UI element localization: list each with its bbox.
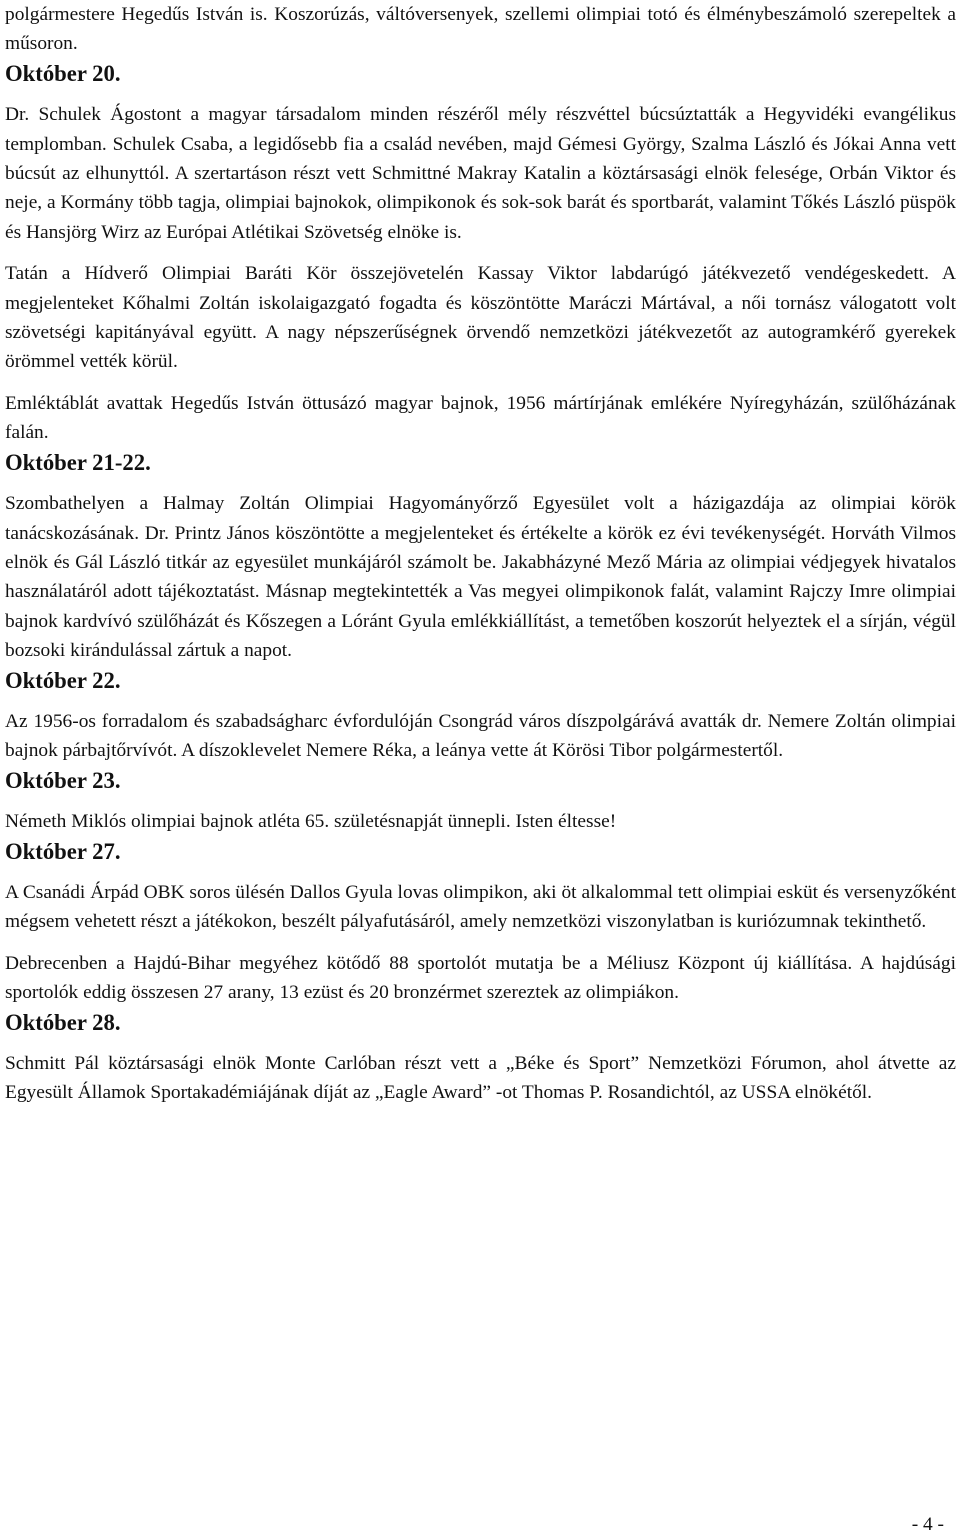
paragraph-csongrad-honorary-citizen: Az 1956-os forradalom és szabadságharc évfordulóján Csongrád város díszpolgárává avatták dr. Nemere Zoltán olimpiai bajnok párbajtőrvívót. A díszoklevelet Nemere Réka, a leánya vette át Körösi Tibor polgármestertől. xyxy=(5,710,956,762)
date-heading-oct-28: Október 28. xyxy=(5,1009,121,1035)
document-page xyxy=(5,0,956,1108)
paragraph-csanadi-obk: A Csanádi Árpád OBK soros ülésén Dallos Gyula lovas olimpikon, aki öt alkalommal tett olimpiai esküt és versenyzőként mégsem vehetett részt a játékokon, beszélt pályafutásáról, amely nemzetközi viszonylatban is kuriózumnak tekinthető. xyxy=(5,881,956,933)
date-heading-oct-23: Október 23. xyxy=(5,767,121,793)
date-heading-oct-21-22: Október 21-22. xyxy=(5,449,151,475)
paragraph-birthday: Németh Miklós olimpiai bajnok atléta 65. születésnapját ünnepli. Isten éltesse! xyxy=(5,811,617,833)
paragraph-schulek-funeral: Dr. Schulek Ágostont a magyar társadalom minden részéről mély részvéttel búcsúztatták a Hegyvidéki evangélikus templomban. Schulek Csaba, a legidősebb fia a család nevében, majd Gémesi György, Szalma László és Jókai Anna vett búcsút az elhunyttól. A szertartáson részt vett Schmittné Makray Katalin a köztársasági elnök felesége, Orbán Viktor és neje, a Kormány több tagja, olimpiai bajnokok, olimpikonok és sok-sok barát és sportbarát, valamint Tőkés László püspök és Hansjörg Wirz az Európai Atlétikai Szövetség elnöke is. xyxy=(5,104,956,243)
paragraph-debrecen-exhibition: Debrecenben a Hajdú-Bihar megyéhez kötődő 88 sportolót mutatja be a Méliusz Központ új kiállítása. A hajdúsági sportolók eddig összesen 27 arany, 13 ezüst és 20 bronzérmet szereztek az olimpiákon. xyxy=(5,952,956,1004)
date-heading-oct-27: Október 27. xyxy=(5,838,121,864)
date-heading-oct-20: Október 20. xyxy=(5,60,121,86)
date-heading-oct-22: Október 22. xyxy=(5,667,121,693)
paragraph-tata-meeting: Tatán a Hídverő Olimpiai Baráti Kör összejövetelén Kassay Viktor labdarúgó játékvezető vendégeskedett. A megjelenteket Kőhalmi Zoltán iskolaigazgató fogadta és köszöntötte Maráczi Mártával, a női tornász válogatott volt szövetségi kapitányával együtt. A nagy népszerűségnek örvendő nemzetközi játékvezetőt az autogramkérő gyerekek örömmel vették körül. xyxy=(5,263,956,373)
page-number: - 4 - xyxy=(911,1514,944,1535)
paragraph-szombathely-conference: Szombathelyen a Halmay Zoltán Olimpiai Hagyományőrző Egyesület volt a házigazdája az olimpiai körök tanácskozásának. Dr. Printz János köszöntötte a megjelenteket és értékelte a körök ez évi tevékenységét. Horváth Vilmos elnök és Gál László titkár az egyesület munkájáról számolt be. Jakabházyné Mező Mária az olimpiai védjegyek hivatalos használatáról adott tájékoztatást. Másnap megtekintették a Vas megyei olimpikonok falát, valamint Rajczy Imre olimpiai bajnok kardvívó szülőházát és Kőszegen a Lóránt Gyula emlékkiállítást, a temetőben koszorút helyeztek el a sírján, végül bozsoki kirándulással zártuk a napot. xyxy=(5,493,956,662)
paragraph-intro: polgármestere Hegedűs István is. Koszorúzás, váltóversenyek, szellemi olimpiai totó és élménybeszámoló szerepeltek a műsoron. xyxy=(5,4,956,55)
paragraph-memorial-plaque: Emléktáblát avattak Hegedűs István öttusázó magyar bajnok, 1956 mártírjának emlékére Nyíregyházán, szülőházának falán. xyxy=(5,392,956,444)
paragraph-monte-carlo-forum: Schmitt Pál köztársasági elnök Monte Carlóban részt vett a „Béke és Sport” Nemzetközi Fórumon, ahol átvette az Egyesült Államok Sportakadémiájának díját az „Eagle Award” -ot Thomas P. Rosandichtól, az USSA elnökétől. xyxy=(5,1053,956,1104)
